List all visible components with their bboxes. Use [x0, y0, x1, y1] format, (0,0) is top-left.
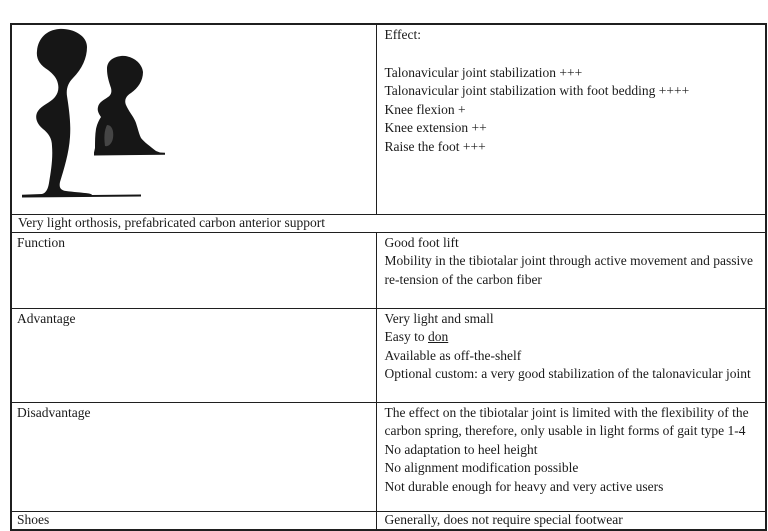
disadvantage-cell [376, 402, 766, 511]
function-cell [376, 232, 766, 308]
function-item: Mobility in the tibiotalar joint through active movement and passive re-tension of the carbon fiber [384, 253, 754, 287]
disadvantage-label: Disadvantage [11, 402, 376, 511]
shoes-item: Generally, does not require special footwear [384, 511, 623, 527]
shoes-cell [376, 511, 766, 530]
advantage-cell [376, 308, 766, 402]
advantage-item [385, 328, 764, 347]
caption-cell: Very light orthosis, prefabricated carbon anterior support [11, 214, 766, 232]
shoes-label: Shoes [11, 511, 376, 530]
orthosis-image-cell [11, 24, 376, 214]
advantage-label: Advantage [11, 308, 376, 402]
effect-item: Talonavicular joint stabilization +++ [384, 64, 583, 80]
table-row [11, 402, 766, 511]
table-row [11, 232, 766, 308]
effect-item: Talonavicular joint stabilization with foot bedding ++++ [384, 83, 690, 99]
effect-item: Knee extension ++ [384, 120, 487, 136]
blank-line [385, 45, 764, 64]
advantage-item-text: Easy to [384, 329, 428, 345]
disadvantage-item: Not durable enough for heavy and very active users [384, 478, 664, 494]
table-row [11, 24, 766, 214]
advantage-item: Optional custom: a very good stabilization of the talonavicular joint [384, 366, 751, 382]
disadvantage-item: The effect on the tibiotalar joint is limited with the flexibility of the carbon spring, therefore, only usable in light forms of gait type 1-4 [384, 404, 749, 439]
effect-cell [376, 24, 766, 214]
function-item: Good foot lift [384, 234, 459, 250]
orthosis-info-table [10, 23, 767, 531]
effect-title: Effect: [384, 27, 421, 42]
function-label: Function [11, 232, 376, 308]
effect-item: Raise the foot +++ [384, 138, 486, 154]
disadvantage-item: No adaptation to heel height [384, 441, 538, 457]
disadvantage-item: No alignment modification possible [384, 460, 579, 476]
table-row [11, 511, 766, 530]
orthosis-silhouettes-image [12, 25, 375, 213]
table-row [11, 214, 766, 232]
don-underlined-text: don [428, 329, 449, 345]
advantage-item: Very light and small [384, 310, 494, 326]
advantage-item: Available as off-the-shelf [384, 347, 522, 363]
table-row [11, 308, 766, 402]
effect-item: Knee flexion + [384, 101, 466, 117]
